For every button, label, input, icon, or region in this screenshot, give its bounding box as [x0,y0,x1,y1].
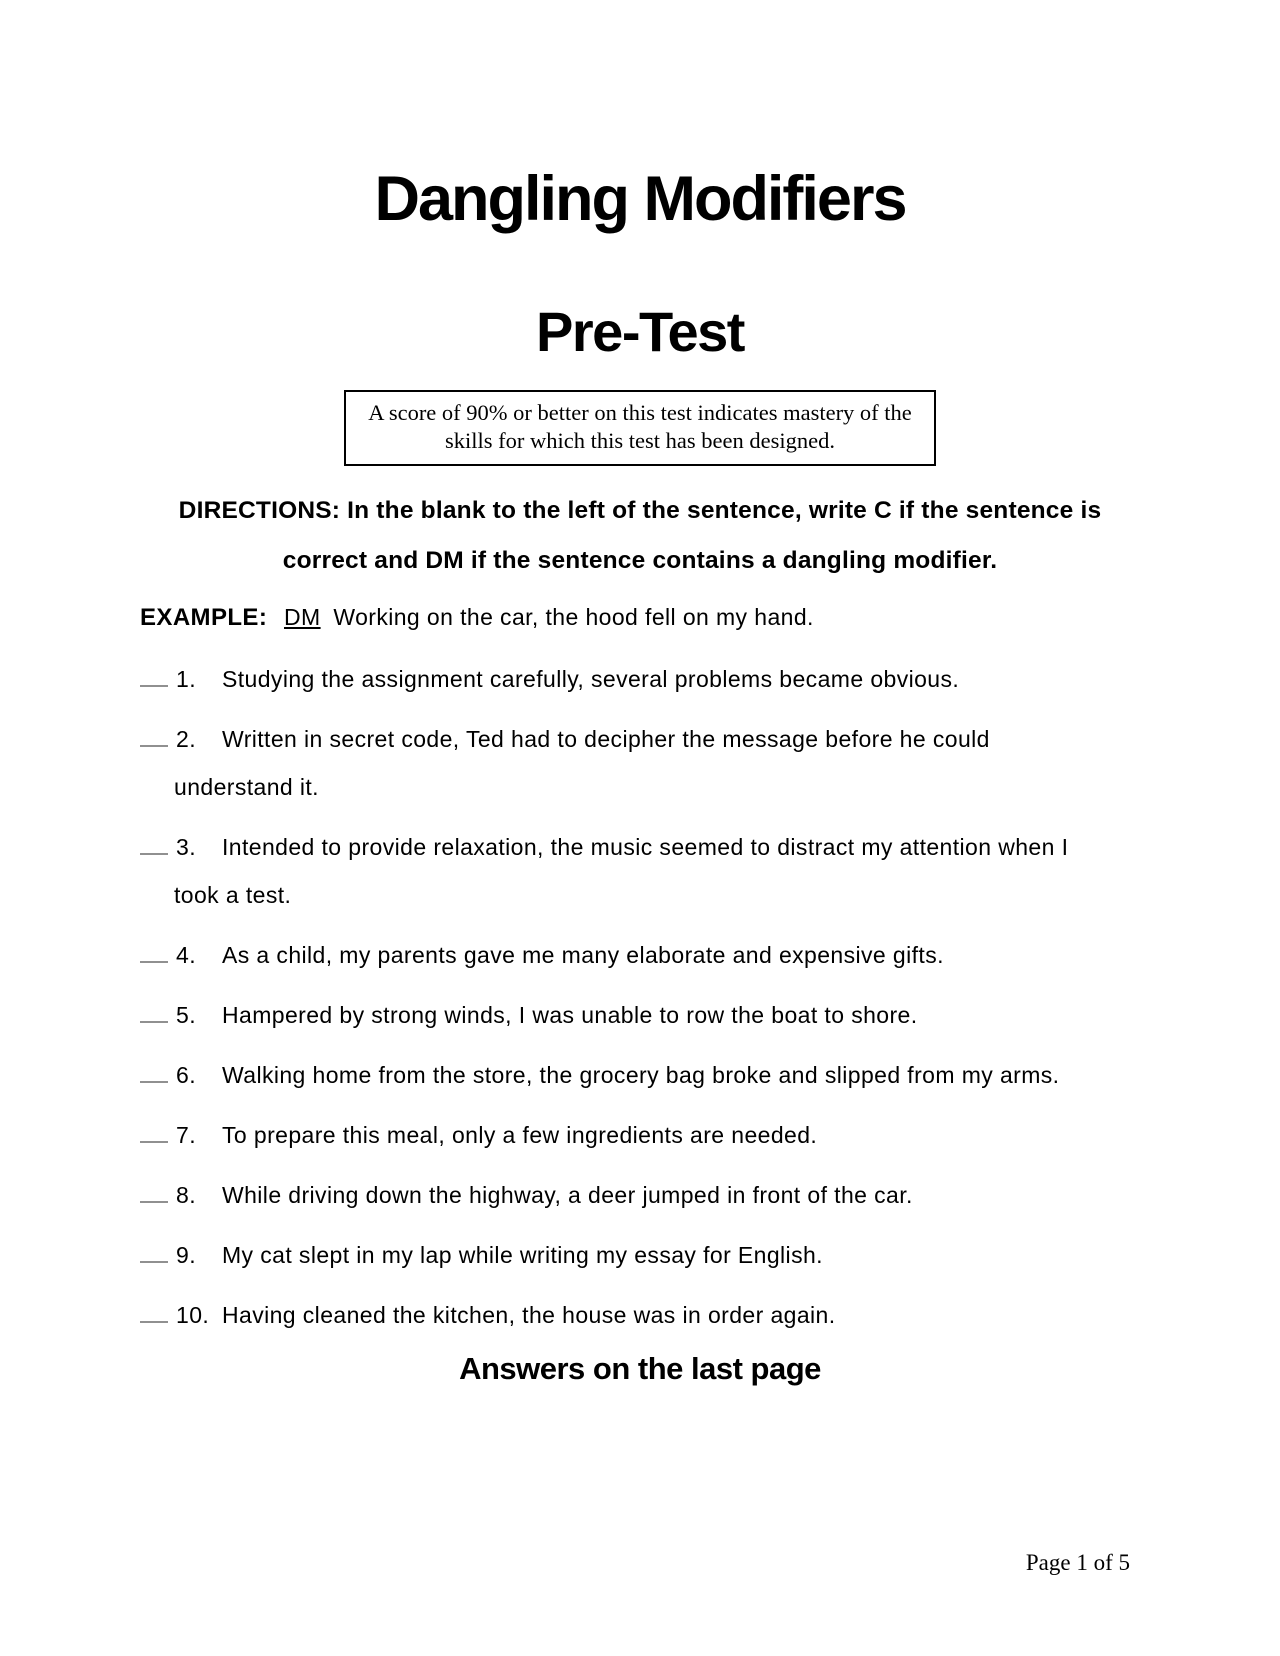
question-row-4 [140,931,1100,979]
question-number-9: 9. [176,1242,196,1269]
answer-blank-9 [140,1240,168,1263]
question-row-3 [140,823,1100,919]
directions-line-2: correct and DM if the sentence contains a dangling modifier. [282,547,998,575]
question-row-2 [140,715,1100,811]
question-row-9 [140,1231,1100,1279]
question-row-6 [140,1051,1100,1099]
notice-line-2: skills for which this test has been designed. [445,428,835,454]
question-number-1: 1. [176,666,196,693]
answer-blank-6 [140,1060,168,1083]
answer-blank-1 [140,664,168,687]
example-answer: DM [284,604,321,631]
notice-line-1: A score of 90% or better on this test indicates mastery of the [368,400,912,426]
answer-blank-7 [140,1120,168,1143]
question-sentence-5: Hampered by strong winds, I was unable to row the boat to shore. [222,1002,918,1029]
question-row-1 [140,655,1100,703]
question-sentence-3: Intended to provide relaxation, the music seemed to distract my attention when I took a test. [174,834,1069,909]
directions-line-1: DIRECTIONS: In the blank to the left of the sentence, write C if the sentence is [178,497,1102,525]
question-row-8 [140,1171,1100,1219]
example-sentence: Working on the car, the hood fell on my hand. [333,604,814,631]
answer-blank-5 [140,1000,168,1023]
answer-blank-4 [140,940,168,963]
question-number-3: 3. [176,834,196,861]
question-number-8: 8. [176,1182,196,1209]
question-sentence-7: To prepare this meal, only a few ingredients are needed. [222,1122,818,1149]
question-list [140,655,1140,1339]
question-sentence-2: Written in secret code, Ted had to decipher the message before he could understand it. [174,726,990,801]
directions [140,486,1140,586]
question-sentence-9: My cat slept in my lap while writing my essay for English. [222,1242,823,1269]
question-row-7 [140,1111,1100,1159]
question-sentence-6: Walking home from the store, the grocery bag broke and slipped from my arms. [222,1062,1060,1089]
answer-blank-8 [140,1180,168,1203]
question-row-5 [140,991,1100,1039]
answer-blank-2 [140,724,168,747]
question-number-10: 10. [176,1302,210,1329]
example-label: EXAMPLE: [140,604,268,632]
question-number-7: 7. [176,1122,196,1149]
example-line [140,594,1140,641]
answers-note: Answers on the last page [459,1351,821,1387]
question-number-4: 4. [176,942,196,969]
question-number-2: 2. [176,726,196,753]
page-title: Dangling Modifiers [374,164,906,234]
question-number-5: 5. [176,1002,196,1029]
question-sentence-4: As a child, my parents gave me many elaborate and expensive gifts. [222,942,944,969]
answer-blank-10 [140,1300,168,1323]
question-sentence-8: While driving down the highway, a deer jumped in front of the car. [222,1182,913,1209]
question-number-6: 6. [176,1062,196,1089]
page-number: Page 1 of 5 [1025,1550,1130,1575]
page-subtitle: Pre-Test [536,300,744,364]
question-row-10 [140,1291,1100,1339]
mastery-notice-box [344,390,936,466]
answer-blank-3 [140,832,168,855]
question-sentence-10: Having cleaned the kitchen, the house was in order again. [222,1302,836,1329]
question-sentence-1: Studying the assignment carefully, several problems became obvious. [222,666,960,693]
